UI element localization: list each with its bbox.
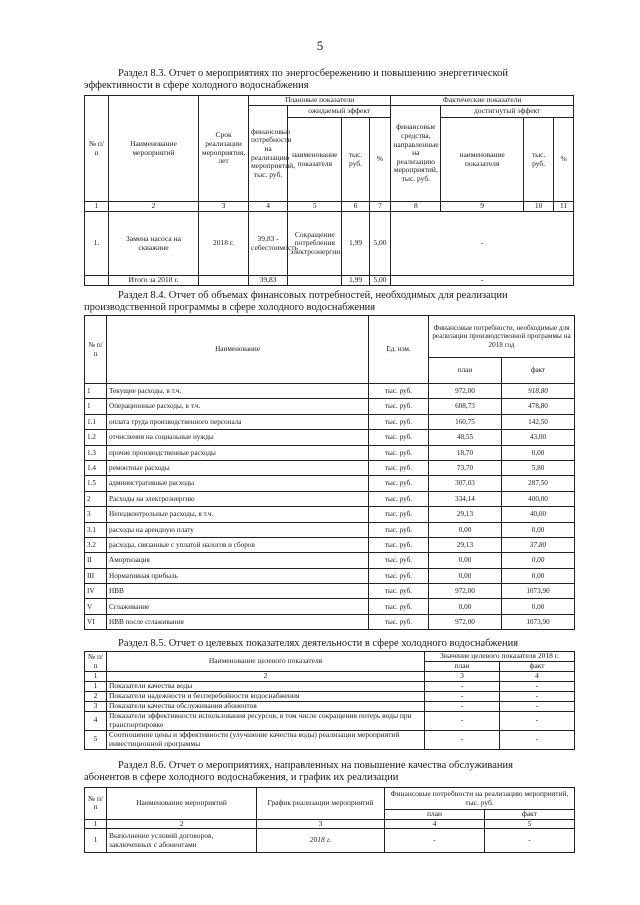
row-fact: -: [500, 730, 575, 749]
row-fact: 400,00: [502, 491, 575, 506]
row-fact: 0,00: [502, 599, 575, 614]
col-num: 5: [288, 202, 342, 212]
col-num: 3: [199, 202, 249, 212]
row-no: 5: [85, 730, 107, 749]
row-plan: 334,14: [429, 491, 502, 506]
row-name: прочие производственные расходы: [107, 445, 369, 460]
row-no: 3: [85, 507, 107, 522]
col-num: 1: [85, 202, 109, 212]
table-row: [85, 568, 575, 583]
col-num: 1: [85, 819, 107, 829]
row-no: 1.4: [85, 460, 107, 475]
th-schedule: График реализации мероприятий: [257, 788, 385, 820]
row-fact: 37,80: [502, 537, 575, 552]
row-plan: 160,75: [429, 414, 502, 429]
row-no: 1.5: [85, 476, 107, 491]
th-no: № п/п: [85, 788, 107, 820]
row-name: Текущие расходы, в т.ч.: [107, 384, 369, 399]
row-name: Сглаживание: [107, 599, 369, 614]
col-num: 3: [257, 819, 385, 829]
section-8-6-title: [84, 760, 574, 785]
row-unit: тыс. руб.: [369, 445, 429, 460]
col-num: 2: [108, 202, 198, 212]
row-fact: 0,00: [502, 445, 575, 460]
row-name: Показатели надежности и бесперебойности водоснабжения: [107, 691, 425, 701]
row-no: 3.1: [85, 522, 107, 537]
th-name: Наименование целевого показателя: [107, 652, 425, 672]
total-label: Итого за 2018 г.: [108, 276, 198, 286]
row-unit: тыс. руб.: [369, 399, 429, 414]
row-name: Соотношение цены и эффективности (улучшение качества воды) реализации мероприятий инвестиционной программы: [107, 730, 425, 749]
col-num: 5: [485, 819, 575, 829]
table-row: [85, 460, 575, 475]
section-8-5-title-text: Раздел 8.5. Отчет о целевых показателях деятельности в сфере холодного водоснабжения: [118, 638, 519, 649]
row-plan: 29,13: [429, 507, 502, 522]
section-8-6-title-line2: абонентов в сфере холодного водоснабжения, и график их реализации: [84, 772, 399, 784]
col-num: 6: [342, 202, 369, 212]
row-term: 2018 г.: [199, 212, 249, 276]
row-unit: тыс. руб.: [369, 537, 429, 552]
row-name: НВВ после сглаживания: [107, 614, 369, 629]
row-plan: 29,13: [429, 537, 502, 552]
row-plan: 0,00: [429, 568, 502, 583]
row-no: 1.1: [85, 414, 107, 429]
th-unit: Ед. изм.: [369, 316, 429, 384]
col-num: 3: [425, 672, 500, 682]
col-num: 8: [391, 202, 441, 212]
col-num: 4: [249, 202, 288, 212]
row-schedule: 2018 г.: [257, 829, 385, 853]
row-unit: тыс. руб.: [369, 476, 429, 491]
row-unit: тыс. руб.: [369, 414, 429, 429]
row-plan: 972,00: [429, 384, 502, 399]
th-plan: план: [425, 662, 500, 672]
row-fact: 1073,90: [502, 614, 575, 629]
row-name: Операционные расходы, в т.ч.: [107, 399, 369, 414]
section-8-3-title: [84, 68, 574, 93]
col-num: 9: [441, 202, 524, 212]
row-plan: -: [425, 701, 500, 711]
row-name: Амортизация: [107, 553, 369, 568]
row-plan: -: [425, 730, 500, 749]
th-pct: %: [369, 118, 391, 202]
row-fact: 1073,90: [502, 584, 575, 599]
row-unit: тыс. руб.: [369, 553, 429, 568]
section-8-4-title: [84, 290, 574, 315]
row-plan: -: [385, 829, 485, 853]
table-8-3: [84, 95, 574, 286]
table-row: [85, 399, 575, 414]
row-no: 1: [85, 681, 107, 691]
th-no: № п/п: [85, 316, 107, 384]
th-name: Наименование мероприятий: [107, 788, 257, 820]
row-plan: 0,00: [429, 522, 502, 537]
col-num: 4: [500, 672, 575, 682]
row-no: 3: [85, 701, 107, 711]
row-fact: 0,00: [502, 568, 575, 583]
th-actual: Фактические показатели: [391, 96, 574, 106]
th-value: Значение целевого показателя 2018 г.: [425, 652, 575, 662]
row-plan: 48,55: [429, 430, 502, 445]
th-name: Наименование: [107, 316, 369, 384]
th-thr: тыс. руб.: [342, 118, 369, 202]
row-unit: тыс. руб.: [369, 430, 429, 445]
table-row: [85, 384, 575, 399]
th-fin-need: финансовые потребности на реализацию мероприятий, тыс. руб.: [249, 106, 288, 202]
row-no: 4: [85, 711, 107, 730]
table-row: [85, 730, 575, 749]
row-fact: -: [500, 681, 575, 691]
col-num: 10: [523, 202, 553, 212]
total-thr: 1,99: [342, 276, 369, 286]
row-fact: 5,80: [502, 460, 575, 475]
row-no: 1: [85, 399, 107, 414]
row-unit: тыс. руб.: [369, 568, 429, 583]
row-fact: -: [500, 711, 575, 730]
table-row: [85, 430, 575, 445]
table-row: [85, 537, 575, 552]
section-8-5-title: [84, 638, 574, 650]
row-unit: тыс. руб.: [369, 507, 429, 522]
th-expected: ожидаемый эффект: [288, 106, 391, 118]
row-unit: тыс. руб.: [369, 584, 429, 599]
row-name: ремонтные расходы: [107, 460, 369, 475]
row-no: IV: [85, 584, 107, 599]
th-achieved: достигнутый эффект: [441, 106, 574, 118]
table-row: [85, 553, 575, 568]
table-row: [85, 691, 575, 701]
section-8-4-title-line2: производственной программы в сфере холодного водоснабжения: [84, 302, 376, 314]
row-plan: 0,00: [429, 599, 502, 614]
table-row: [85, 701, 575, 711]
table-row: [85, 614, 575, 629]
row-fact: 142,50: [502, 414, 575, 429]
row-unit: тыс. руб.: [369, 460, 429, 475]
row-no: 1.3: [85, 445, 107, 460]
row-no: 1: [85, 384, 107, 399]
row-name: Выполнение условий договоров, заключенных с абонентами: [107, 829, 257, 853]
row-plan: 18,70: [429, 445, 502, 460]
th-no: № п/п: [85, 652, 107, 672]
row-no: 2: [85, 691, 107, 701]
total-fin: 39,83: [249, 276, 288, 286]
table-row: [85, 711, 575, 730]
row-name: отчисления на социальные нужды: [107, 430, 369, 445]
row-unit: тыс. руб.: [369, 491, 429, 506]
table-row: [85, 491, 575, 506]
table-row: [85, 212, 574, 276]
col-num: 1: [85, 672, 107, 682]
section-8-3-title-line2: эффективности в сфере холодного водоснабжения: [84, 80, 309, 92]
row-fact: 478,80: [502, 399, 575, 414]
row-fact: 0,00: [502, 553, 575, 568]
th-ind-name-actual: наименование показателя: [441, 118, 524, 202]
row-name: НВВ: [107, 584, 369, 599]
table-8-6: [84, 787, 575, 853]
row-plan: 608,73: [429, 399, 502, 414]
row-thr: 1,99: [342, 212, 369, 276]
th-fin: Финансовые потребности, необходимые для реализации производственной программы на 2018 год: [429, 316, 575, 358]
row-plan: 972,00: [429, 584, 502, 599]
row-plan: 972,00: [429, 614, 502, 629]
th-fact: факт: [500, 662, 575, 672]
row-plan: -: [425, 691, 500, 701]
row-name: расходы, связанные с уплатой налогов и сборов: [107, 537, 369, 552]
row-actual: -: [391, 212, 574, 276]
th-ind-name: наименование показателя: [288, 118, 342, 202]
section-8-3-title-line1: Раздел 8.3. Отчет о мероприятиях по энергосбережению и повышению энергетической: [118, 68, 509, 79]
row-name: Нормативная прибыль: [107, 568, 369, 583]
th-plan: план: [385, 810, 485, 820]
row-name: Показатели эффективности использования ресурсов, в том числе сокращения потерь воды при транспортировке: [107, 711, 425, 730]
row-no: V: [85, 599, 107, 614]
total-actual: -: [391, 276, 574, 286]
row-plan: -: [425, 711, 500, 730]
row-name: Расходы на электроэнергию: [107, 491, 369, 506]
th-fact: факт: [502, 358, 575, 384]
row-no: 1.2: [85, 430, 107, 445]
table-row: [85, 414, 575, 429]
th-plan: план: [429, 358, 502, 384]
table-row: [85, 507, 575, 522]
col-num: 7: [369, 202, 391, 212]
row-fact: 0,00: [502, 522, 575, 537]
row-name: Показатели качества воды: [107, 681, 425, 691]
col-num: 4: [385, 819, 485, 829]
row-pct: 5,00: [369, 212, 391, 276]
row-no: 1: [85, 829, 107, 853]
row-name: расходы на арендную плату: [107, 522, 369, 537]
table-8-4: [84, 315, 575, 630]
th-fin-spent: финансовые средства, направленные на реализацию мероприятий, тыс. руб.: [391, 106, 441, 202]
row-unit: тыс. руб.: [369, 384, 429, 399]
th-planned: Плановые показатели: [249, 96, 391, 106]
row-name: Неподконтрольные расходы, в т.ч.: [107, 507, 369, 522]
row-no: VI: [85, 614, 107, 629]
row-fact: 43,00: [502, 430, 575, 445]
row-no: 1.: [85, 212, 109, 276]
row-name: Замена насоса на скважине: [108, 212, 198, 276]
th-no: № п/п: [85, 96, 109, 202]
th-fin: Финансовые потребности на реализацию мероприятий, тыс. руб.: [385, 788, 575, 810]
row-fact: -: [500, 701, 575, 711]
total-pct: 5,00: [369, 276, 391, 286]
th-pct-actual: %: [554, 118, 574, 202]
table-row: [85, 584, 575, 599]
row-fact: 40,00: [502, 507, 575, 522]
row-plan: 307,03: [429, 476, 502, 491]
row-unit: тыс. руб.: [369, 599, 429, 614]
row-name: административные расходы: [107, 476, 369, 491]
row-unit: тыс. руб.: [369, 522, 429, 537]
th-name: Наименование мероприятий: [108, 96, 198, 202]
row-plan: 73,70: [429, 460, 502, 475]
section-8-6-title-line1: Раздел 8.6. Отчет о мероприятиях, направленных на повышение качества обслуживания: [118, 760, 513, 771]
section-8-4-title-line1: Раздел 8.4. Отчет об объемах финансовых потребностей, необходимых для реализации: [118, 290, 508, 301]
row-plan: -: [425, 681, 500, 691]
row-no: II: [85, 553, 107, 568]
row-plan: 0,00: [429, 553, 502, 568]
table-row: [85, 829, 575, 853]
row-no: III: [85, 568, 107, 583]
row-name: оплата труда производственного персонала: [107, 414, 369, 429]
row-fact: -: [485, 829, 575, 853]
row-indicator: Сокращение потребления электроэнергии: [288, 212, 342, 276]
table-row: [85, 445, 575, 460]
table-row: [85, 681, 575, 691]
row-fact: -: [500, 691, 575, 701]
col-num: 2: [107, 672, 425, 682]
row-name: Показатели качества обслуживания абонентов: [107, 701, 425, 711]
col-num: 2: [107, 819, 257, 829]
page-number: 5: [316, 38, 324, 53]
row-fact: 287,50: [502, 476, 575, 491]
table-row: [85, 476, 575, 491]
row-fact: 918,80: [502, 384, 575, 399]
th-thr-actual: тыс. руб.: [523, 118, 553, 202]
table-8-5: [84, 651, 575, 750]
table-row: [85, 599, 575, 614]
row-no: 2: [85, 491, 107, 506]
row-unit: тыс. руб.: [369, 614, 429, 629]
row-no: 3.2: [85, 537, 107, 552]
row-fin: 39,83 - себестоимость: [249, 212, 288, 276]
table-row: [85, 522, 575, 537]
total-row: [85, 276, 574, 286]
th-fact: факт: [485, 810, 575, 820]
th-term: Срок реализации мероприятия, лет: [199, 96, 249, 202]
col-num: 11: [554, 202, 574, 212]
